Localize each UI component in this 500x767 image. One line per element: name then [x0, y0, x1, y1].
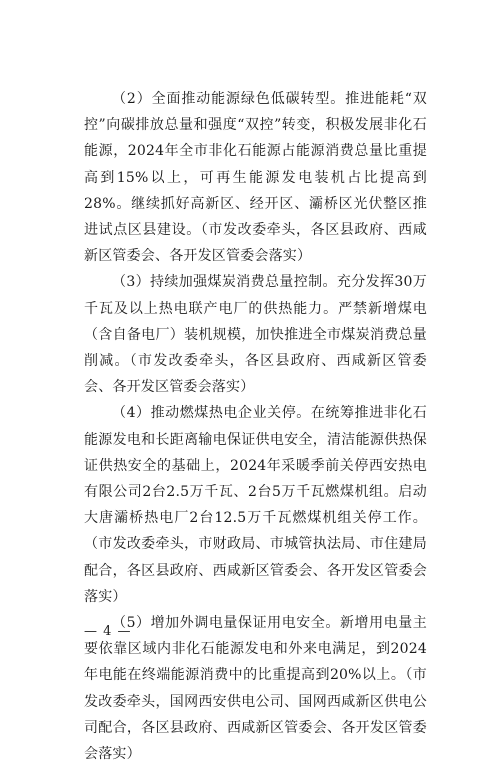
paragraph-4: （4）推动燃煤热电企业关停。在统筹推进非化石能源发电和长距离输电保证供电安全，清洁能源供热保证供热安全的基础上，2024年采暖季前关停西安热电有限公司2台2.5万千瓦、2台5万千瓦燃煤机组。启动大唐灞桥热电厂2台12.5万千瓦燃煤机组关停工作。（市发改委牵头，市财政局、市城管执法局、市住建局配合，各区县政府、西咸新区管委会、各开发区管委会落实） — [84, 405, 427, 605]
paragraph-3: （3）持续加强煤炭消费总量控制。充分发挥30万千瓦及以上热电联产电厂的供热能力。严禁新增煤电（含自备电厂）装机规模，加快推进全市煤炭消费总量削减。（市发改委牵头，各区县政府、西咸新区管委会、各开发区管委会落实） — [84, 274, 427, 396]
page-number: — 4 — — [84, 624, 132, 639]
body-text — [84, 86, 427, 767]
paragraph-5: （5）增加外调电量保证用电安全。新增用电量主要依靠区域内非化石能源发电和外来电满足，到2024年电能在终端能源消费中的比重提高到20%以上。（市发改委牵头，国网西安供电公司、国网西咸新区供电公司配合，各区县政府、西咸新区管委会、各开发区管委会落实） — [84, 615, 427, 763]
paragraph-2: （2）全面推动能源绿色低碳转型。推进能耗“双控”向碳排放总量和强度“双控”转变，积极发展非化石能源，2024年全市非化石能源占能源消费总量比重提高到15%以上，可再生能源发电装机占比提高到28%。继续抓好高新区、经开区、灞桥区光伏整区推进试点区县建设。（市发改委牵头，各区县政府、西咸新区管委会、各开发区管委会落实） — [84, 91, 427, 265]
